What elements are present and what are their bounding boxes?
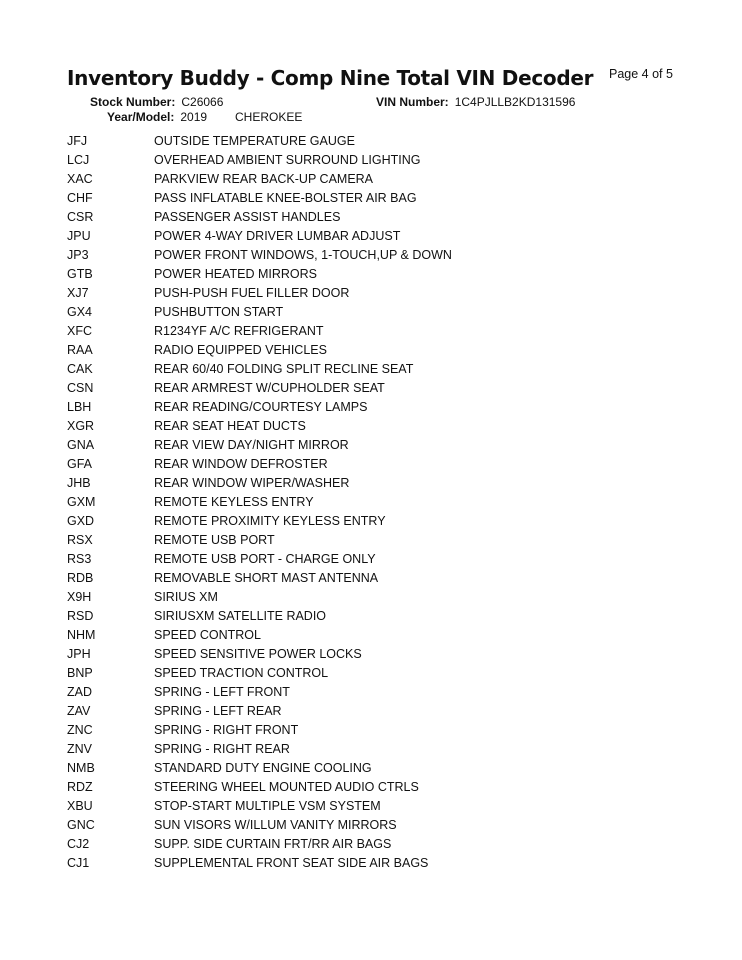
- option-description: SPEED SENSITIVE POWER LOCKS: [154, 647, 362, 661]
- option-code: XFC: [67, 324, 92, 338]
- option-code: CAK: [67, 362, 93, 376]
- option-row: [0, 207, 742, 226]
- option-row: [0, 777, 742, 796]
- option-row: [0, 530, 742, 549]
- option-row: [0, 834, 742, 853]
- document-title: Inventory Buddy - Comp Nine Total VIN Decoder: [67, 66, 594, 90]
- option-code: GNC: [67, 818, 95, 832]
- option-row: [0, 188, 742, 207]
- option-code: LBH: [67, 400, 92, 414]
- option-code: RDB: [67, 571, 94, 585]
- option-description: STEERING WHEEL MOUNTED AUDIO CTRLS: [154, 780, 419, 794]
- option-description: PASSENGER ASSIST HANDLES: [154, 210, 341, 224]
- option-row: [0, 796, 742, 815]
- option-row: [0, 720, 742, 739]
- option-code: RS3: [67, 552, 92, 566]
- option-description: REMOTE USB PORT: [154, 533, 275, 547]
- year-model: [107, 110, 207, 124]
- option-row: [0, 815, 742, 834]
- option-row: [0, 625, 742, 644]
- option-code: NMB: [67, 761, 95, 775]
- option-description: REAR VIEW DAY/NIGHT MIRROR: [154, 438, 349, 452]
- option-code: GX4: [67, 305, 93, 319]
- option-row: [0, 568, 742, 587]
- option-row: [0, 454, 742, 473]
- option-code: ZAD: [67, 685, 92, 699]
- stock-number-label: Stock Number:: [90, 95, 176, 109]
- option-code: GFA: [67, 457, 93, 471]
- option-code: RAA: [67, 343, 93, 357]
- option-description: PASS INFLATABLE KNEE-BOLSTER AIR BAG: [154, 191, 417, 205]
- option-description: REAR WINDOW WIPER/WASHER: [154, 476, 350, 490]
- option-description: REAR SEAT HEAT DUCTS: [154, 419, 306, 433]
- option-description: SIRIUS XM: [154, 590, 218, 604]
- option-code: ZAV: [67, 704, 91, 718]
- option-row: [0, 701, 742, 720]
- option-description: SPEED CONTROL: [154, 628, 261, 642]
- option-row: [0, 663, 742, 682]
- option-row: [0, 644, 742, 663]
- option-code: RSX: [67, 533, 93, 547]
- option-description: SIRIUSXM SATELLITE RADIO: [154, 609, 327, 623]
- option-row: [0, 131, 742, 150]
- option-row: [0, 283, 742, 302]
- option-description: STOP-START MULTIPLE VSM SYSTEM: [154, 799, 381, 813]
- option-description: SUPP. SIDE CURTAIN FRT/RR AIR BAGS: [154, 837, 392, 851]
- option-description: SPRING - RIGHT FRONT: [154, 723, 299, 737]
- option-code: XGR: [67, 419, 95, 433]
- option-row: [0, 264, 742, 283]
- option-row: [0, 606, 742, 625]
- option-row: [0, 169, 742, 188]
- option-description: OUTSIDE TEMPERATURE GAUGE: [154, 134, 355, 148]
- option-row: [0, 378, 742, 397]
- option-row: [0, 226, 742, 245]
- option-code: ZNC: [67, 723, 93, 737]
- vin-number-label: VIN Number:: [376, 95, 449, 109]
- option-description: POWER HEATED MIRRORS: [154, 267, 317, 281]
- option-description: REMOTE USB PORT - CHARGE ONLY: [154, 552, 376, 566]
- option-description: REAR ARMREST W/CUPHOLDER SEAT: [154, 381, 385, 395]
- option-description: SPEED TRACTION CONTROL: [154, 666, 329, 680]
- option-code: XJ7: [67, 286, 89, 300]
- option-code: X9H: [67, 590, 92, 604]
- option-code: BNP: [67, 666, 93, 680]
- vin-number: [376, 95, 575, 109]
- option-description: SPRING - LEFT REAR: [154, 704, 282, 718]
- option-description: REMOTE PROXIMITY KEYLESS ENTRY: [154, 514, 386, 528]
- option-description: REMOTE KEYLESS ENTRY: [154, 495, 314, 509]
- option-description: SUPPLEMENTAL FRONT SEAT SIDE AIR BAGS: [154, 856, 429, 870]
- stock-number-value: C26066: [181, 95, 224, 109]
- option-description: RADIO EQUIPPED VEHICLES: [154, 343, 327, 357]
- option-description: R1234YF A/C REFRIGERANT: [154, 324, 324, 338]
- option-code: GXD: [67, 514, 95, 528]
- option-description: SPRING - RIGHT REAR: [154, 742, 290, 756]
- option-description: PARKVIEW REAR BACK-UP CAMERA: [154, 172, 374, 186]
- option-row: [0, 549, 742, 568]
- option-code: NHM: [67, 628, 96, 642]
- option-code: RSD: [67, 609, 94, 623]
- option-description: SUN VISORS W/ILLUM VANITY MIRRORS: [154, 818, 397, 832]
- page-number: Page 4 of 5: [609, 67, 673, 81]
- option-code: CJ1: [67, 856, 90, 870]
- stock-number: [90, 95, 223, 109]
- option-code: JPH: [67, 647, 91, 661]
- option-row: [0, 245, 742, 264]
- option-row: [0, 492, 742, 511]
- option-description: SPRING - LEFT FRONT: [154, 685, 290, 699]
- option-code: CHF: [67, 191, 93, 205]
- option-code: JP3: [67, 248, 89, 262]
- option-row: [0, 853, 742, 872]
- option-code: LCJ: [67, 153, 90, 167]
- option-description: REAR WINDOW DEFROSTER: [154, 457, 328, 471]
- option-description: STANDARD DUTY ENGINE COOLING: [154, 761, 372, 775]
- option-code: XAC: [67, 172, 93, 186]
- option-row: [0, 150, 742, 169]
- option-row: [0, 473, 742, 492]
- option-description: POWER FRONT WINDOWS, 1-TOUCH,UP & DOWN: [154, 248, 452, 262]
- option-code: ZNV: [67, 742, 92, 756]
- option-description: PUSH-PUSH FUEL FILLER DOOR: [154, 286, 350, 300]
- option-description: REAR 60/40 FOLDING SPLIT RECLINE SEAT: [154, 362, 414, 376]
- option-description: PUSHBUTTON START: [154, 305, 284, 319]
- option-row: [0, 397, 742, 416]
- option-row: [0, 587, 742, 606]
- option-description: OVERHEAD AMBIENT SURROUND LIGHTING: [154, 153, 421, 167]
- option-code: GNA: [67, 438, 95, 452]
- option-row: [0, 511, 742, 530]
- option-code: CSR: [67, 210, 94, 224]
- option-code: JHB: [67, 476, 91, 490]
- option-description: POWER 4-WAY DRIVER LUMBAR ADJUST: [154, 229, 401, 243]
- option-code: RDZ: [67, 780, 93, 794]
- option-code: JPU: [67, 229, 91, 243]
- option-code: CSN: [67, 381, 94, 395]
- option-row: [0, 682, 742, 701]
- year-model-label: Year/Model:: [107, 110, 175, 124]
- option-code: GXM: [67, 495, 96, 509]
- option-row: [0, 435, 742, 454]
- option-row: [0, 416, 742, 435]
- year-value: 2019: [180, 110, 208, 124]
- option-row: [0, 340, 742, 359]
- option-code-list: [0, 131, 742, 872]
- option-code: JFJ: [67, 134, 88, 148]
- vin-number-value: 1C4PJLLB2KD131596: [454, 95, 576, 109]
- option-row: [0, 758, 742, 777]
- option-description: REAR READING/COURTESY LAMPS: [154, 400, 368, 414]
- option-code: XBU: [67, 799, 93, 813]
- option-description: REMOVABLE SHORT MAST ANTENNA: [154, 571, 379, 585]
- option-code: GTB: [67, 267, 93, 281]
- option-row: [0, 359, 742, 378]
- option-row: [0, 302, 742, 321]
- model-value: CHEROKEE: [235, 110, 303, 124]
- option-row: [0, 739, 742, 758]
- option-row: [0, 321, 742, 340]
- option-code: CJ2: [67, 837, 90, 851]
